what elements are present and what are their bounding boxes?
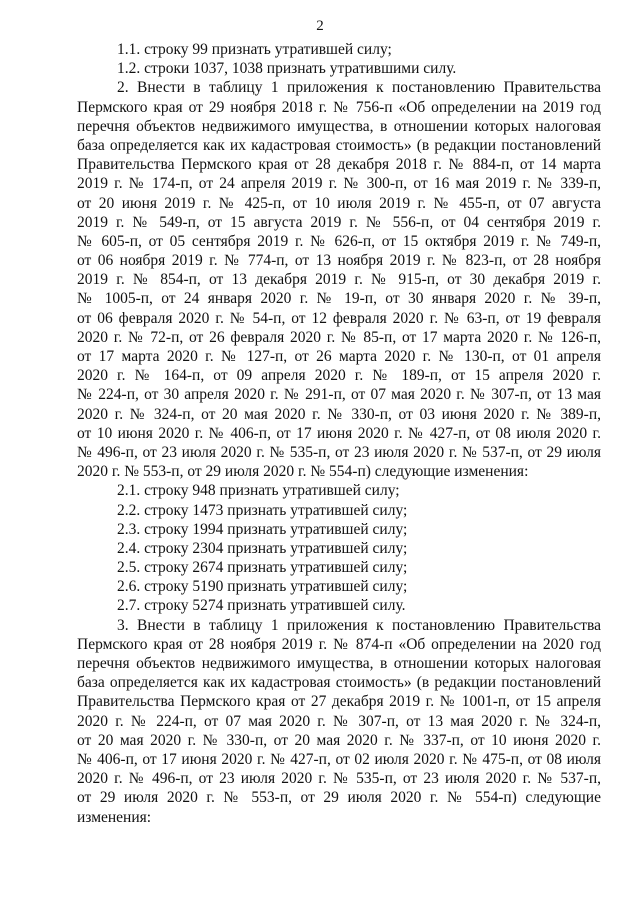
text-line: № 496-п, от 23 июля 2020 г. № 535-п, от 23 июля 2020 г. № 537-п, от 29 июля [77, 443, 601, 461]
text-line: от 20 июня 2019 г. № 425-п, от 10 июля 2019 г. № 455-п, от 07 августа [77, 194, 601, 212]
text-line: от 10 июня 2020 г. № 406-п, от 17 июня 2020 г. № 427-п, от 08 июля 2020 г. [77, 424, 601, 442]
text-line: 1.1. строку 99 признать утратившей силу; [117, 41, 392, 58]
text-line: 2.5. строку 2674 признать утратившей силу; [117, 559, 408, 577]
text-line: от 06 ноября 2019 г. № 774-п, от 13 ноября 2019 г. № 823-п, от 28 ноября [77, 252, 601, 270]
text-line: изменения: [77, 808, 152, 826]
text-line: 2.7. строку 5274 признать утратившей силу. [117, 597, 406, 615]
text-line: от 20 мая 2020 г. № 330-п, от 20 мая 2020 г. № 337-п, от 10 июня 2020 г. [77, 731, 601, 749]
text-line: № 406-п, от 17 июня 2020 г. № 427-п, от 02 июля 2020 г. № 475-п, от 08 июля [77, 750, 601, 768]
text-line: 2.6. строку 5190 признать утратившей силу; [117, 578, 408, 596]
text-line: от 17 марта 2020 г. № 127-п, от 26 марта 2020 г. № 130-п, от 01 апреля [77, 348, 601, 365]
text-line: перечня объектов недвижимого имущества, в отношении которых налоговая [77, 117, 601, 135]
text-line: база определяется как их кадастровая стоимость» (в редакции постановлений [77, 136, 601, 154]
text-line: № 1005-п, от 24 января 2020 г. № 19-п, от 30 января 2020 г. № 39-п, [77, 290, 601, 308]
document-body [77, 40, 601, 827]
text-line: 2020 г. № 553-п, от 29 июля 2020 г. № 554-п) следующие изменения: [77, 463, 529, 481]
text-line: 2020 г. № 496-п, от 23 июля 2020 г. № 535-п, от 23 июля 2020 г. № 537-п, [77, 770, 601, 788]
text-line: Пермского края от 29 ноября 2018 г. № 756-п «Об определении на 2019 год [77, 98, 601, 116]
text-line: от 29 июля 2020 г. № 553-п, от 29 июля 2020 г. № 554-п) следующие [77, 789, 601, 807]
text-line: база определяется как их кадастровая стоимость» (в редакции постановлений [77, 674, 601, 692]
text-line: 2019 г. № 174-п, от 24 апреля 2019 г. № 300-п, от 16 мая 2019 г. № 339-п, [77, 175, 601, 193]
text-line: № 605-п, от 05 сентября 2019 г. № 626-п, от 15 октября 2019 г. № 749-п, [77, 232, 601, 250]
text-line: 2019 г. № 549-п, от 15 августа 2019 г. № 556-п, от 04 сентября 2019 г. [77, 213, 601, 231]
text-line: перечня объектов недвижимого имущества, в отношении которых налоговая [77, 655, 601, 672]
text-line: 1.2. строки 1037, 1038 признать утратившими силу. [117, 60, 457, 78]
text-line: 2020 г. № 72-п, от 26 февраля 2020 г. № 85-п, от 17 марта 2020 г. № 126-п, [77, 328, 601, 346]
text-line: от 06 февраля 2020 г. № 54-п, от 12 февраля 2020 г. № 63-п, от 19 февраля [77, 309, 601, 327]
text-line: 2.2. строку 1473 признать утратившей силу; [117, 501, 408, 519]
text-line: 3. Внести в таблицу 1 приложения к постановлению Правительства [117, 616, 601, 634]
text-line: 2.1. строку 948 признать утратившей силу; [117, 482, 400, 500]
text-line: Пермского края от 28 ноября 2019 г. № 874-п «Об определении на 2020 год [77, 635, 601, 653]
text-line: 2.3. строку 1994 признать утратившей силу; [117, 520, 408, 538]
text-line: 2019 г. № 854-п, от 13 декабря 2019 г. № 915-п, от 30 декабря 2019 г. [77, 271, 601, 289]
text-line: Правительства Пермского края от 28 декабря 2018 г. № 884-п, от 14 марта [77, 156, 601, 174]
text-line: 2.4. строку 2304 признать утратившей силу; [117, 539, 408, 557]
text-line: Правительства Пермского края от 27 декабря 2019 г. № 1001-п, от 15 апреля [77, 693, 601, 711]
text-line: 2020 г. № 164-п, от 09 апреля 2020 г. № 189-п, от 15 апреля 2020 г. [77, 367, 601, 385]
text-line: 2020 г. № 324-п, от 20 мая 2020 г. № 330-п, от 03 июня 2020 г. № 389-п, [77, 405, 601, 423]
text-line: 2. Внести в таблицу 1 приложения к постановлению Правительства [117, 79, 601, 97]
text-line: 2020 г. № 224-п, от 07 мая 2020 г. № 307-п, от 13 мая 2020 г. № 324-п, [77, 712, 601, 730]
page-number: 2 [316, 18, 324, 34]
text-line: № 224-п, от 30 апреля 2020 г. № 291-п, от 07 мая 2020 г. № 307-п, от 13 мая [77, 386, 601, 404]
